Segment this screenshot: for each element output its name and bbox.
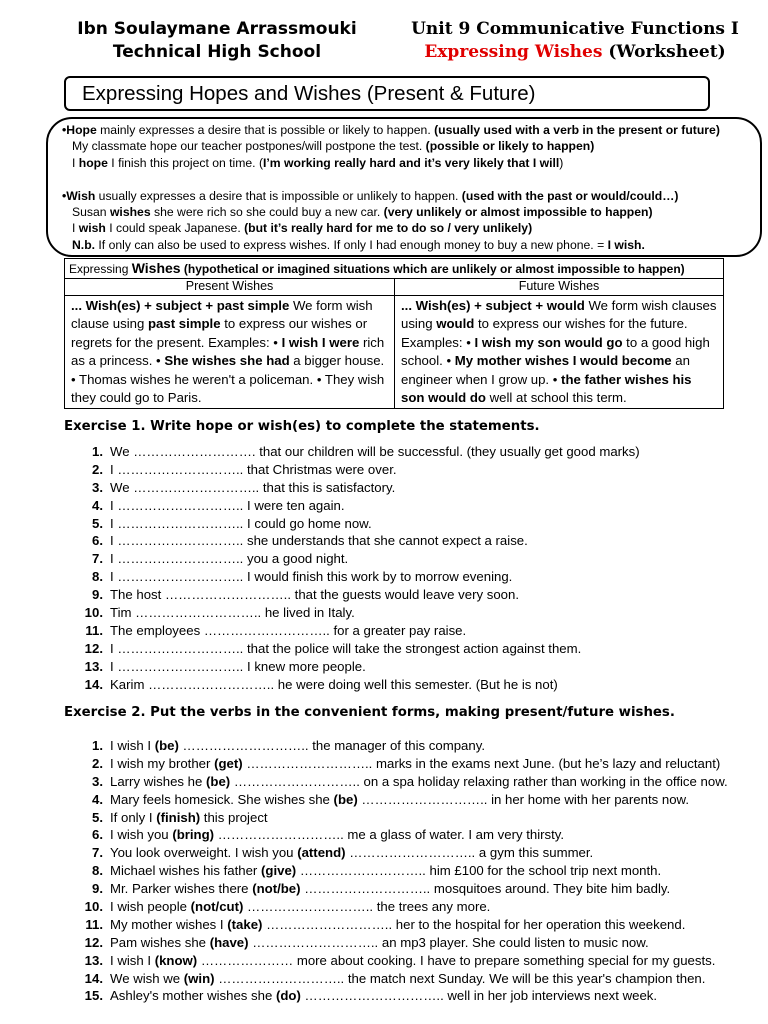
topic-suffix: (Worksheet) (602, 42, 726, 62)
exercise-item (78, 443, 640, 461)
text-run: I ……………………….. I could go home now. (110, 515, 372, 531)
text-run: ……………………….. a gym this summer. (345, 845, 594, 861)
text-run: Mr. Parker wishes there (110, 881, 253, 897)
exercise-item (78, 898, 728, 916)
page-title: Expressing Hopes and Wishes (Present & Future) (64, 76, 710, 111)
text-run: ……………………….. the trees any more. (243, 899, 491, 915)
text-run: I wish I (110, 738, 155, 753)
exercise-item (78, 844, 728, 862)
exercise-item (78, 622, 640, 640)
hope-example-1 (62, 138, 760, 154)
exercise-item (78, 550, 640, 568)
present-wishes-cell (65, 296, 395, 409)
exercise-item (78, 676, 640, 694)
exercise-1-heading: Exercise 1. Write hope or wish(es) to complete the statements. (64, 419, 540, 434)
text-run: If only can also be used to express wishes. If only I had enough money to buy a new phone. = (95, 237, 608, 252)
text-run: (used with the past or would/could…) (461, 188, 679, 203)
exercise-item (78, 880, 728, 898)
text-run: the father wishes his son would do (401, 371, 692, 406)
text-run: to express our wishes or regrets for the present. Examples: • (71, 316, 368, 350)
item-number: 12. (84, 640, 103, 656)
text-run: Michael wishes his father (110, 863, 261, 879)
text-run: We wish we (110, 970, 184, 986)
text-run: (give) (261, 863, 297, 879)
text-run: • (62, 123, 67, 137)
item-number: 15. (84, 988, 103, 1004)
item-number: 3. (92, 773, 103, 789)
text-run: (possible or likely to happen) (425, 139, 595, 154)
text-run: The employees ……………………….. for a greater pay raise. (110, 622, 467, 638)
text-run: ……………………….. on a spa holiday relaxing rather than working in the office now. (230, 773, 728, 789)
text-run: (get) (214, 755, 243, 771)
text-run: (not/cut) (190, 899, 244, 915)
exercise-item (78, 640, 640, 658)
hope-wish-rules (46, 117, 762, 257)
school-line-1: Ibn Soulaymane Arrassmouki (77, 19, 357, 39)
text-run: a bigger house. • Thomas wishes he weren't a policeman. • They wish they could go to Paris. (71, 353, 385, 406)
text-run: ……………………….. him £100 for the school trip next month. (296, 863, 662, 879)
text-run: I wish my son would go (474, 334, 623, 350)
text-run: (do) (275, 988, 301, 1004)
worksheet-topic (392, 41, 758, 64)
text-run: She wishes she had (164, 353, 290, 369)
text-run: wishes (109, 205, 151, 220)
text-run: Karim ……………………….. he were doing well this semester. (But he is not) (110, 676, 558, 692)
text-run: (win) (183, 970, 215, 986)
exercise-item (78, 862, 728, 880)
exercise-item (78, 479, 640, 497)
text-run: I ……………………….. she understands that she cannot expect a raise. (110, 533, 528, 549)
text-run: You look overweight. I wish you (110, 845, 298, 861)
text-run: to express our wishes for the future. Examples: • (401, 316, 688, 350)
text-run: ……………………….. the manager of this company. (178, 738, 485, 753)
text-run: (take) (227, 916, 263, 932)
wish-rule (62, 188, 760, 204)
text-run: I finish this project on time. ( (107, 155, 264, 170)
text-run: Hope (66, 123, 97, 137)
text-run: ……………………….. mosquitoes around. They bite him badly. (300, 881, 671, 897)
item-number: 12. (84, 934, 103, 950)
text-run: If only I (110, 809, 157, 825)
text-run: (very unlikely or almost impossible to happen) (383, 205, 653, 220)
text-run: (be) (206, 773, 231, 789)
text-run: I wish my brother (110, 755, 215, 771)
text-run: (not/be) (252, 881, 301, 897)
exercise-item (78, 604, 640, 622)
text-run: Mary feels homesick. She wishes she (110, 791, 334, 807)
item-number: 2. (92, 461, 103, 477)
item-number: 8. (92, 569, 103, 585)
item-number: 8. (92, 863, 103, 879)
hope-example-2 (62, 155, 760, 171)
text-run: wish (78, 221, 106, 236)
text-run: My mother wishes I would become (454, 353, 672, 369)
text-run: (but it’s really hard for me to do so / very unlikely) (244, 221, 533, 236)
text-run: I (72, 221, 79, 236)
exercise-2-heading: Exercise 2. Put the verbs in the convenient forms, making present/future wishes. (64, 705, 675, 720)
exercise-item (78, 586, 640, 604)
text-run: ……………………….. me a glass of water. I am very thirsty. (214, 827, 565, 843)
exercise-item (78, 568, 640, 586)
exercise-item (78, 773, 728, 791)
wishes-table (64, 258, 724, 409)
text-run: (hypothetical or imagined situations which are unlikely or almost impossible to happen) (180, 262, 685, 276)
text-run: Wishes (131, 260, 181, 276)
text-run: ………………… more about cooking. I have to prepare something special for my guests. (197, 952, 716, 968)
text-run: past simple (147, 316, 221, 332)
text-run: to a good high school. • (401, 334, 710, 369)
exercise-item (78, 497, 640, 515)
text-run: I ……………………….. that the police will take the strongest action against them. (110, 640, 582, 656)
item-number: 4. (92, 497, 103, 513)
text-run: I could speak Japanese. (105, 221, 245, 236)
text-run: I (72, 155, 79, 170)
future-wishes-header: Future Wishes (395, 279, 724, 296)
present-wishes-header: Present Wishes (65, 279, 395, 296)
text-run: We ……………………….. that this is satisfactory. (110, 479, 396, 495)
text-run: ) (559, 155, 564, 170)
wish-example-1 (62, 204, 760, 220)
text-run: • (62, 188, 67, 203)
text-run: she were rich so she could buy a new car. (150, 205, 384, 220)
text-run: ……………………….. in her home with her parents now. (357, 791, 689, 807)
text-run: mainly expresses a desire that is possible or likely to happen. (96, 123, 435, 137)
exercise-item (78, 952, 728, 970)
nb-note (62, 237, 760, 253)
exercise-item (78, 515, 640, 533)
text-run: ………………………….. well in her job interviews next week. (300, 988, 658, 1004)
text-run: I ……………………….. that Christmas were over. (110, 461, 397, 477)
text-run: Ashley's mother wishes she (110, 988, 276, 1004)
item-number: 6. (92, 827, 103, 843)
text-run: My mother wishes I (110, 916, 228, 932)
text-run: well at school this term. (485, 390, 627, 406)
text-run: ……………………….. her to the hospital for her operation this weekend. (262, 916, 686, 932)
text-run: (know) (154, 952, 198, 968)
text-run: ……………………….. marks in the exams next June. (but he’s lazy and reluctant) (242, 755, 721, 771)
item-number: 14. (84, 676, 103, 692)
text-run: Susan (72, 205, 110, 220)
unit-title: Unit 9 Communicative Functions I (411, 19, 739, 39)
text-run: I ……………………….. you a good night. (110, 551, 349, 567)
text-run: We form wish clauses using (401, 298, 717, 332)
text-run: usually expresses a desire that is impossible or unlikely to happen. (95, 188, 462, 203)
exercise-1-list (78, 443, 640, 693)
text-run: We ………………………. that our children will be successful. (they usually get good marks) (110, 444, 640, 459)
topic-highlight: Expressing Wishes (424, 42, 603, 62)
exercise-item (78, 658, 640, 676)
text-run: N.b. (72, 237, 96, 252)
text-run: (usually used with a verb in the present or future) (434, 123, 720, 137)
exercise-item (78, 809, 728, 827)
text-run: (be) (333, 791, 358, 807)
text-run: I ……………………….. I were ten again. (110, 497, 345, 513)
item-number: 13. (84, 952, 103, 968)
text-run: I wish you (110, 827, 173, 843)
school-line-2: Technical High School (112, 42, 322, 62)
text-run: an engineer when I grow up. • (401, 353, 690, 387)
exercise-item (78, 461, 640, 479)
text-run: I ……………………….. I knew more people. (110, 658, 366, 674)
text-run: Larry wishes he (110, 773, 207, 789)
text-run: this project (200, 809, 268, 825)
exercise-item (78, 532, 640, 550)
exercise-item (78, 970, 728, 988)
item-number: 5. (92, 809, 103, 825)
exercise-item (78, 791, 728, 809)
item-number: 4. (92, 791, 103, 807)
item-number: 11. (85, 916, 103, 932)
text-run: I wish I (110, 952, 155, 968)
item-number: 14. (84, 970, 103, 986)
item-number: 10. (84, 899, 103, 915)
item-number: 11. (85, 622, 103, 638)
text-run: I wish people (110, 899, 191, 915)
item-number: 1. (92, 444, 103, 459)
item-number: 13. (84, 658, 103, 674)
text-run: ……………………….. the match next Sunday. We will be this year's champion then. (214, 970, 706, 986)
item-number: 9. (92, 881, 103, 897)
text-run: (bring) (172, 827, 215, 843)
item-number: 6. (92, 533, 103, 549)
text-run: My classmate hope our teacher postpones/will postpone the test. (72, 139, 426, 154)
item-number: 3. (92, 479, 103, 495)
wish-example-2 (62, 220, 760, 236)
table-caption (65, 259, 724, 279)
text-run: hope (78, 155, 108, 170)
unit-heading (392, 18, 758, 64)
exercise-item (78, 737, 728, 755)
text-run: I’m working really hard and it’s very likely that I will (263, 155, 560, 170)
exercise-item (78, 826, 728, 844)
text-run: We form wish clause using (71, 298, 373, 332)
text-run: (be) (154, 738, 179, 753)
item-number: 7. (92, 551, 103, 567)
item-number: 5. (92, 515, 103, 531)
item-number: 9. (92, 587, 103, 603)
item-number: 2. (92, 755, 103, 771)
text-run: would (436, 316, 475, 332)
future-wishes-cell (395, 296, 724, 409)
text-run: (finish) (156, 809, 201, 825)
text-run: (have) (209, 934, 249, 950)
hope-rule (62, 122, 760, 138)
text-run: rich as a princess. • (71, 334, 385, 369)
text-run: Tim ……………………….. he lived in Italy. (110, 605, 355, 621)
school-name (52, 18, 382, 64)
text-run: Expressing (69, 262, 132, 276)
exercise-2-list (78, 737, 728, 1005)
exercise-item (78, 755, 728, 773)
text-run: ... Wish(es) + subject + would (401, 298, 585, 313)
text-run: I ……………………….. I would finish this work by to morrow evening. (110, 569, 513, 585)
text-run: ... Wish(es) + subject + past simple (71, 298, 290, 313)
text-run: Pam wishes she (110, 934, 210, 950)
item-number: 10. (84, 605, 103, 621)
exercise-item (78, 987, 728, 1005)
text-run: I wish. (607, 237, 645, 252)
text-run: The host ……………………….. that the guests would leave very soon. (110, 587, 519, 603)
text-run: ……………………….. an mp3 player. She could listen to music now. (248, 934, 649, 950)
item-number: 7. (92, 845, 103, 861)
exercise-item (78, 934, 728, 952)
text-run: (attend) (297, 845, 346, 861)
item-number: 1. (92, 738, 103, 753)
text-run: I wish I were (281, 334, 360, 350)
text-run: Wish (66, 188, 96, 203)
exercise-item (78, 916, 728, 934)
